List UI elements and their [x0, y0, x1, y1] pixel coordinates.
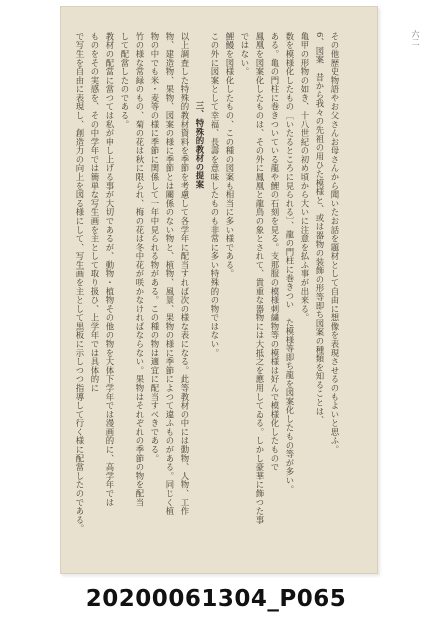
text-line: 6、図案 昔から我々の先祖の用ひた模様と、或は器物の装飾の形等即ち図案の種類を知ることは、 [315, 32, 325, 425]
text-line: ものをその実感を、その中学年では簡単な写生画を主として取り扱ひ、上学年では具体的に [90, 32, 100, 393]
text-line: 物の中でも米・麦等の様に季節に関係して一年中見られる物がある。この種の物は適宜に配当すべきである。 [150, 32, 160, 463]
text-line: 亀甲の形物の如き、十八世紀の初め頃から大いに注意を払ふ事が出来る。 [300, 32, 310, 323]
text-line: ではない。 [240, 32, 250, 76]
document-page [60, 6, 420, 574]
text-line: この外に図案として幸福、長壽を意味したものも非常に多い特殊的の物ではない。 [210, 32, 220, 358]
text-line: 鳳凰を図案化したものは、その外に鳳凰と龍鳥の象とされて、貴重な器物には大抵之を應用してゐる。しかし豪華に飾つた事 [255, 32, 265, 525]
image-caption: 20200061304_P065 [85, 586, 347, 612]
text-line: 以上調査した特殊的教材資料を季節を考慮して各学年に配当すれば次の様な表になる。此等教材の中には動物、人物、工作 [180, 32, 190, 516]
text-line: で写生を自由に表現し、創造力の向上を図る様にして、写生画を主として黒板に示しつつ指導して行く様に配當したのである。 [75, 32, 85, 534]
text-line: 物、建造物、果物、図案の様に季節とは關係のない物と、植物、風景、果物の様に季節によつて違ふものがある。同じく植 [165, 32, 175, 516]
page-number: 六二 [411, 30, 420, 46]
text-line: 教材の配當に當つては私が申し上げる事が大切であるが、動物・植物その他の物を大体下学年では漫画的に、高学年では [105, 32, 115, 507]
text-line: 鯉鰻を図様化したもの、この種の図案も相当に多い様である。 [225, 32, 235, 279]
section-heading: 三、特殊的教材の提案 [195, 101, 205, 189]
text-line: ある。亀の門柱に巻きついている龍や鯉の石刻を見る。支那服の模様刺繍物等の模様は好んで模様化したもので [270, 32, 280, 472]
text-line: して配當したのである。 [120, 32, 130, 129]
text-line: 数を模様化したもの〔いたるところに見られる〕、龍の門柱に巻きつい た模様等即ち龍を図案化したもの等が多い。 [285, 32, 295, 494]
text-line: 竹の様な常緑のもの、菊の花は秋に限られ、梅の花は冬中花が咲かなければならない。果物はそれぞれの季節の物を配当 [135, 32, 145, 507]
text-line: その他歴史物語やお父さんお母さんから聞いたお話を題材として自由に想像を表現させるのもよいと思ふ。 [330, 32, 340, 454]
